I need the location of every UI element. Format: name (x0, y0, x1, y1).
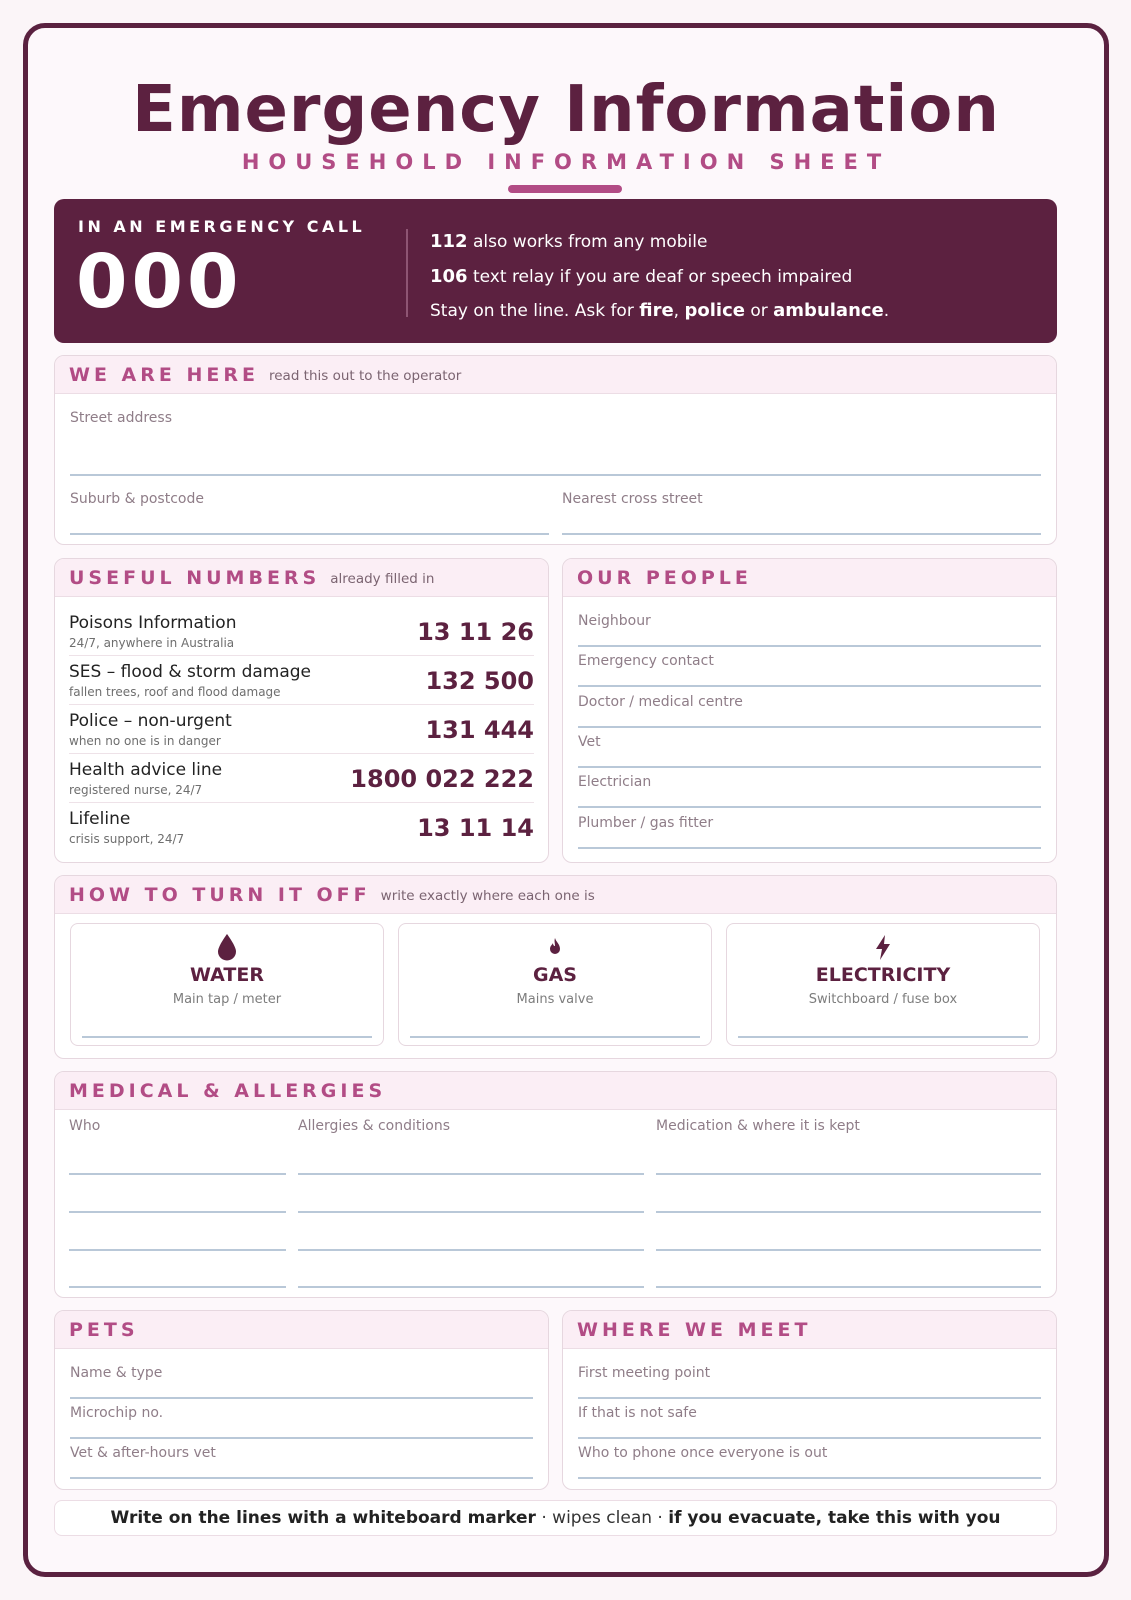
title-underline (508, 185, 622, 193)
phone-number[interactable]: 132 500 (425, 667, 534, 695)
number-row: Police – non-urgent when no one is in danger 131 444 (69, 705, 534, 754)
emergency-number: 000 (76, 239, 243, 325)
pets-panel (54, 1310, 549, 1490)
our-people-panel (562, 558, 1057, 863)
turn-off-note: write exactly where each one is (380, 888, 595, 904)
emergency-contact-field[interactable]: Emergency contact (578, 653, 1041, 687)
page-title: Emergency Information (132, 73, 1000, 147)
electricity-card[interactable]: ELECTRICITY Switchboard / fuse box (726, 923, 1040, 1046)
water-drop-icon (71, 932, 383, 962)
vet-field[interactable]: Vet (578, 734, 1041, 768)
where-we-meet-heading: WHERE WE MEET (577, 1318, 812, 1341)
relay-line: 106 text relay if you are deaf or speech impaired (430, 265, 853, 287)
number-row: Health advice line registered nurse, 24/7 1800 022 222 (69, 754, 534, 803)
useful-numbers-panel (54, 558, 549, 863)
microchip-field[interactable]: Microchip no. (70, 1405, 533, 1439)
where-we-meet-panel (562, 1310, 1057, 1490)
emergency-instructions (430, 225, 889, 329)
electrician-field[interactable]: Electrician (578, 774, 1041, 808)
backup-meeting-field[interactable]: If that is not safe (578, 1405, 1041, 1439)
water-card[interactable]: WATER Main tap / meter (70, 923, 384, 1046)
callbox-divider (406, 229, 408, 317)
plumber-field[interactable]: Plumber / gas fitter (578, 815, 1041, 849)
useful-numbers-heading: USEFUL NUMBERS (69, 566, 321, 589)
emergency-kicker: IN AN EMERGENCY CALL (78, 217, 366, 236)
number-row: Lifeline crisis support, 24/7 13 11 14 (69, 809, 534, 846)
stay-line: Stay on the line. Ask for fire, police or ambulance. (430, 300, 890, 321)
emergency-call-box (54, 199, 1057, 343)
mobile-line: 112 also works from any mobile (430, 231, 708, 252)
useful-numbers-note: already filled in (330, 571, 435, 587)
turn-off-panel (54, 875, 1057, 1059)
gas-card[interactable]: GAS Mains valve (398, 923, 712, 1046)
phone-number[interactable]: 1800 022 222 (350, 765, 534, 793)
we-are-here-panel (54, 355, 1057, 545)
phone-contact-field[interactable]: Who to phone once everyone is out (578, 1445, 1041, 1479)
flame-icon (399, 932, 711, 962)
lightning-icon (727, 932, 1039, 962)
medical-medication-column[interactable]: Medication & where it is kept (656, 1118, 1041, 1290)
doctor-field[interactable]: Doctor / medical centre (578, 694, 1041, 728)
pet-vet-field[interactable]: Vet & after-hours vet (70, 1445, 533, 1479)
meeting-point-field[interactable]: First meeting point (578, 1365, 1041, 1399)
phone-number[interactable]: 13 11 26 (417, 618, 534, 646)
footer-note: Write on the lines with a whiteboard marker · wipes clean · if you evacuate, take this with you (54, 1500, 1057, 1536)
number-row: Poisons Information 24/7, anywhere in Australia 13 11 26 (69, 607, 534, 656)
number-row: SES – flood & storm damage fallen trees, roof and flood damage 132 500 (69, 656, 534, 705)
suburb-postcode-field[interactable]: Suburb & postcode (70, 491, 549, 539)
neighbour-field[interactable]: Neighbour (578, 613, 1041, 647)
street-address-field[interactable]: Street address (70, 410, 1041, 476)
turn-off-heading: HOW TO TURN IT OFF (69, 883, 371, 906)
medical-who-column[interactable]: Who (69, 1118, 286, 1290)
we-are-here-heading: WE ARE HERE (69, 363, 259, 386)
page-subtitle: HOUSEHOLD INFORMATION SHEET (241, 150, 891, 174)
sheet-frame (23, 23, 1109, 1577)
medical-panel (54, 1071, 1057, 1298)
we-are-here-note: read this out to the operator (268, 368, 462, 384)
medical-allergies-column[interactable]: Allergies & conditions (298, 1118, 644, 1290)
phone-number[interactable]: 131 444 (425, 716, 534, 744)
phone-number[interactable]: 13 11 14 (417, 814, 534, 842)
cross-street-field[interactable]: Nearest cross street (562, 491, 1041, 539)
pets-heading: PETS (69, 1318, 139, 1341)
pet-name-field[interactable]: Name & type (70, 1365, 533, 1399)
our-people-heading: OUR PEOPLE (577, 566, 752, 589)
medical-heading: MEDICAL & ALLERGIES (69, 1079, 387, 1102)
